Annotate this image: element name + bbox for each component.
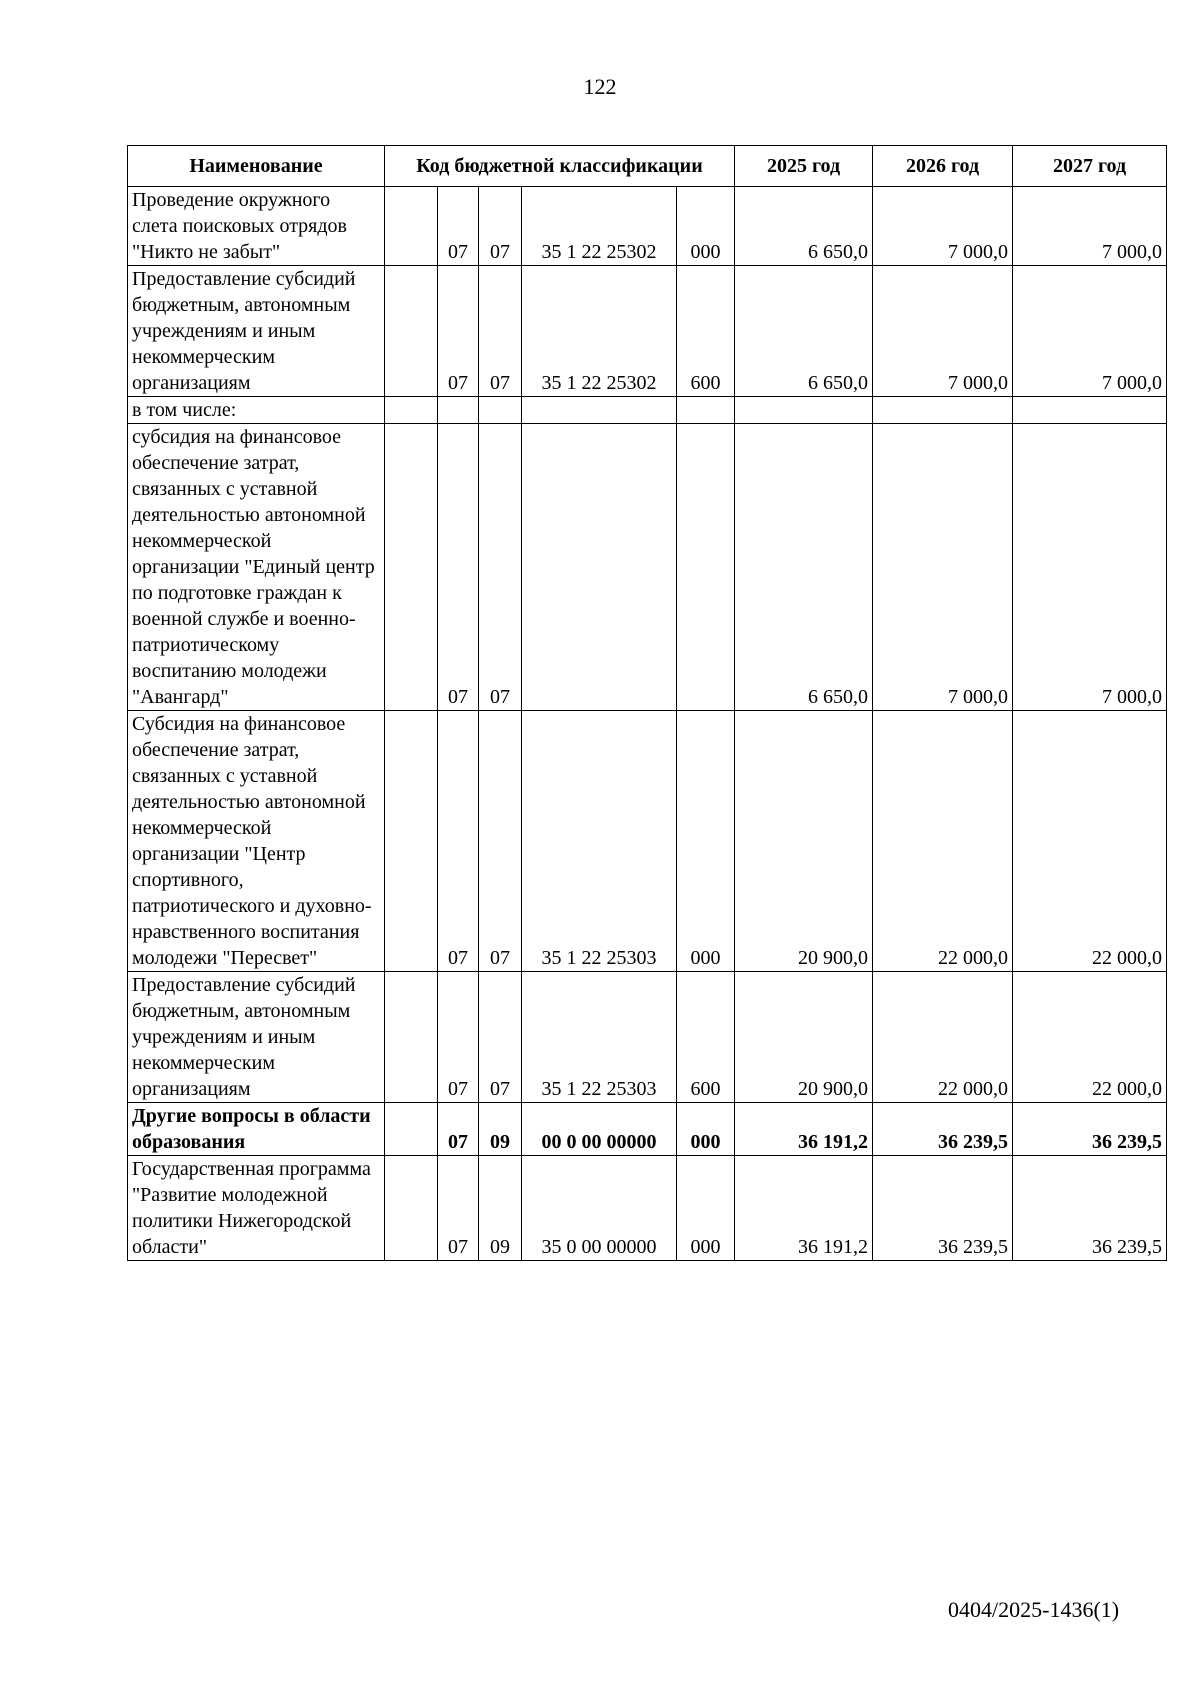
row-value-2027	[1013, 397, 1167, 424]
table-row	[128, 1156, 1167, 1261]
header-2027: 2027 год	[1013, 146, 1167, 187]
row-value-2025: 6 650,0	[735, 266, 873, 397]
row-code-section: 07	[438, 1103, 479, 1156]
row-code-1	[385, 711, 438, 972]
header-name: Наименование	[128, 146, 385, 187]
row-code-subsection: 07	[479, 266, 522, 397]
table-row	[128, 397, 1167, 424]
row-code-expense: 000	[677, 1156, 735, 1261]
row-value-2025: 6 650,0	[735, 187, 873, 266]
table-row	[128, 187, 1167, 266]
row-code-1	[385, 266, 438, 397]
row-code-expense: 600	[677, 972, 735, 1103]
row-code-section: 07	[438, 972, 479, 1103]
row-name: Проведение окружного слета поисковых отрядов "Никто не забыт"	[128, 187, 385, 266]
row-code-subsection	[479, 397, 522, 424]
row-value-2026: 36 239,5	[873, 1156, 1013, 1261]
row-value-2026: 22 000,0	[873, 972, 1013, 1103]
row-name: в том числе:	[128, 397, 385, 424]
row-name: Субсидия на финансовое обеспечение затрат, связанных с уставной деятельностью автономной некоммерческой организации "Центр спортивного, патриотического и духовно-нравственного воспитания молодежи "Пересвет"	[128, 711, 385, 972]
table-row	[128, 424, 1167, 711]
row-value-2025: 36 191,2	[735, 1156, 873, 1261]
row-code-subsection: 09	[479, 1103, 522, 1156]
row-code-target: 00 0 00 00000	[522, 1103, 677, 1156]
row-code-section: 07	[438, 424, 479, 711]
row-code-target	[522, 424, 677, 711]
table-row	[128, 266, 1167, 397]
row-value-2027: 22 000,0	[1013, 711, 1167, 972]
row-code-section: 07	[438, 266, 479, 397]
table-header-row	[128, 146, 1167, 187]
row-value-2027: 36 239,5	[1013, 1103, 1167, 1156]
row-code-expense: 000	[677, 1103, 735, 1156]
row-code-subsection: 09	[479, 1156, 522, 1261]
row-code-section: 07	[438, 711, 479, 972]
table-row	[128, 711, 1167, 972]
row-value-2027: 7 000,0	[1013, 424, 1167, 711]
row-code-expense: 000	[677, 711, 735, 972]
row-value-2027: 36 239,5	[1013, 1156, 1167, 1261]
row-name: субсидия на финансовое обеспечение затрат, связанных с уставной деятельностью автономной некоммерческой организации "Единый центр по подготовке граждан к военной службе и военно-патриотическому воспитанию молодежи "Авангард"	[128, 424, 385, 711]
row-code-subsection: 07	[479, 711, 522, 972]
row-code-1	[385, 397, 438, 424]
header-code: Код бюджетной классификации	[385, 146, 735, 187]
row-code-target: 35 1 22 25302	[522, 187, 677, 266]
row-code-1	[385, 424, 438, 711]
row-value-2026	[873, 397, 1013, 424]
row-value-2026: 7 000,0	[873, 424, 1013, 711]
row-name: Предоставление субсидий бюджетным, автономным учреждениям и иным некоммерческим организациям	[128, 266, 385, 397]
row-name: Государственная программа "Развитие молодежной политики Нижегородской области"	[128, 1156, 385, 1261]
table-row	[128, 1103, 1167, 1156]
row-code-section: 07	[438, 187, 479, 266]
row-code-subsection: 07	[479, 972, 522, 1103]
row-name: Предоставление субсидий бюджетным, автономным учреждениям и иным некоммерческим организациям	[128, 972, 385, 1103]
row-value-2026: 36 239,5	[873, 1103, 1013, 1156]
row-code-target: 35 1 22 25303	[522, 711, 677, 972]
budget-table	[127, 145, 1167, 1261]
row-code-expense: 000	[677, 187, 735, 266]
row-code-expense	[677, 424, 735, 711]
row-value-2025: 36 191,2	[735, 1103, 873, 1156]
row-code-1	[385, 1156, 438, 1261]
document-code: 0404/2025-1436(1)	[948, 1597, 1120, 1622]
row-code-1	[385, 187, 438, 266]
row-value-2025: 20 900,0	[735, 972, 873, 1103]
row-name: Другие вопросы в области образования	[128, 1103, 385, 1156]
row-code-1	[385, 1103, 438, 1156]
row-code-expense: 600	[677, 266, 735, 397]
row-code-subsection: 07	[479, 424, 522, 711]
row-value-2027: 7 000,0	[1013, 187, 1167, 266]
row-value-2026: 22 000,0	[873, 711, 1013, 972]
row-code-section	[438, 397, 479, 424]
header-2025: 2025 год	[735, 146, 873, 187]
row-code-1	[385, 972, 438, 1103]
row-code-subsection: 07	[479, 187, 522, 266]
row-code-target	[522, 397, 677, 424]
row-value-2027: 22 000,0	[1013, 972, 1167, 1103]
header-2026: 2026 год	[873, 146, 1013, 187]
row-value-2027: 7 000,0	[1013, 266, 1167, 397]
row-value-2025	[735, 397, 873, 424]
row-code-target: 35 1 22 25302	[522, 266, 677, 397]
row-code-target: 35 0 00 00000	[522, 1156, 677, 1261]
row-value-2026: 7 000,0	[873, 266, 1013, 397]
page-number: 122	[583, 74, 617, 99]
row-value-2025: 6 650,0	[735, 424, 873, 711]
row-code-section: 07	[438, 1156, 479, 1261]
row-code-target: 35 1 22 25303	[522, 972, 677, 1103]
row-code-expense	[677, 397, 735, 424]
row-value-2026: 7 000,0	[873, 187, 1013, 266]
table-row	[128, 972, 1167, 1103]
row-value-2025: 20 900,0	[735, 711, 873, 972]
